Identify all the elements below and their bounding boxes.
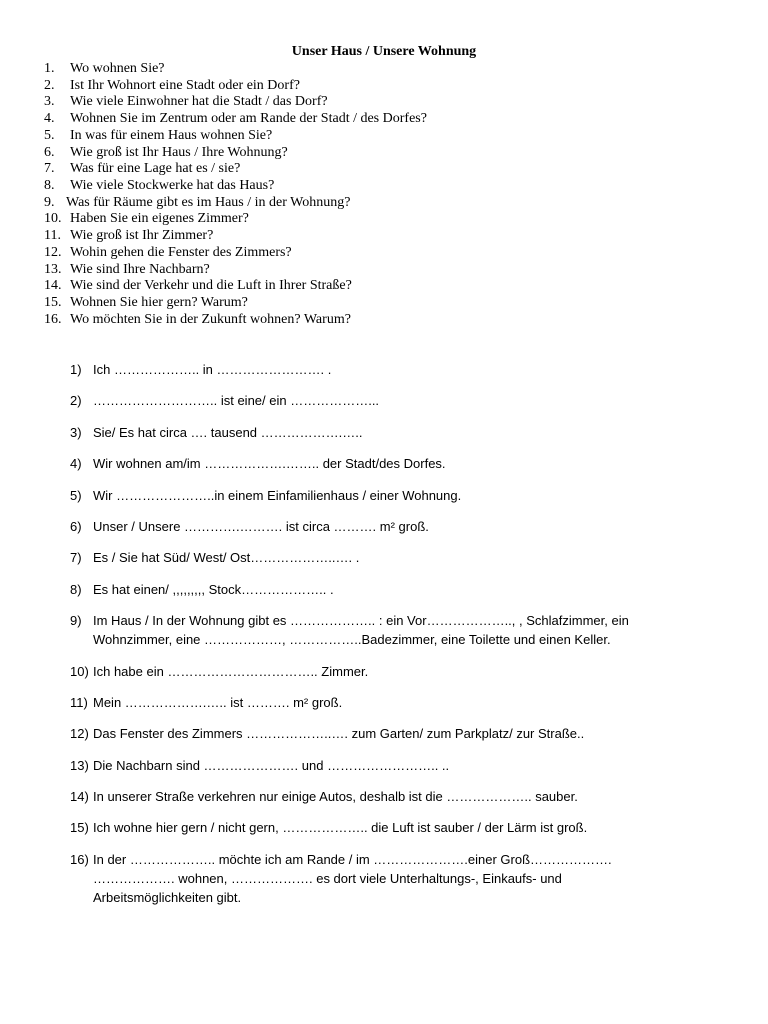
- question-number: 15.: [44, 295, 62, 311]
- question-number: 7.: [44, 161, 55, 177]
- question-number: 3.: [44, 94, 55, 110]
- answer-number: 7): [70, 550, 82, 566]
- question-text: Wie viele Stockwerke hat das Haus?: [70, 178, 275, 194]
- question-number: 1.: [44, 61, 55, 76]
- answer-text-line: Ich habe ein …………………………….. Zimmer.: [93, 663, 369, 679]
- answer-item: [70, 548, 730, 567]
- answer-text-line: Wohnzimmer, eine ………………, ……………..Badezimmer, eine Toilette und einen Keller.: [93, 632, 611, 648]
- answer-item: [70, 693, 730, 712]
- question-text: Wo wohnen Sie?: [70, 61, 165, 76]
- answer-list: [70, 360, 730, 919]
- answer-text-line: Die Nachbarn sind …………………. und …………………….. ..: [93, 757, 450, 773]
- answer-item: [70, 756, 730, 775]
- question-text: Wie sind Ihre Nachbarn?: [70, 261, 210, 277]
- question-item: [44, 61, 427, 78]
- answer-item: [70, 486, 730, 505]
- answer-number: 6): [70, 518, 82, 534]
- answer-number: 16): [70, 851, 89, 867]
- answer-item: [70, 454, 730, 473]
- answer-text-line: Es / Sie hat Süd/ West/ Ost………………..…. .: [93, 550, 360, 566]
- question-item: [44, 245, 427, 262]
- answer-number: 2): [70, 393, 82, 409]
- answer-item: [70, 662, 730, 681]
- question-number: 10.: [44, 211, 62, 227]
- question-number: 6.: [44, 144, 55, 160]
- question-item: [44, 111, 427, 128]
- question-text: Wie groß ist Ihr Zimmer?: [70, 228, 214, 244]
- question-text: Ist Ihr Wohnort eine Stadt oder ein Dorf?: [70, 77, 300, 93]
- question-list: [44, 61, 427, 329]
- question-item: [44, 312, 427, 329]
- question-text: Wohin gehen die Fenster des Zimmers?: [70, 244, 292, 260]
- answer-number: 9): [70, 613, 82, 629]
- answer-item: [70, 818, 730, 837]
- answer-item: [70, 611, 730, 649]
- answer-item: [70, 580, 730, 599]
- question-number: 11.: [44, 228, 61, 244]
- answer-number: 4): [70, 456, 82, 472]
- question-number: 16.: [44, 311, 62, 327]
- answer-item: [70, 360, 730, 379]
- question-text: Wie sind der Verkehr und die Luft in Ihrer Straße?: [70, 278, 352, 294]
- question-number: 13.: [44, 261, 62, 277]
- answer-text-line: Das Fenster des Zimmers ………………..…. zum Garten/ zum Parkplatz/ zur Straße..: [93, 726, 585, 742]
- answer-text-line: Im Haus / In der Wohnung gibt es ……………….. : ein Vor……………….., , Schlafzimmer, ein: [93, 613, 629, 629]
- answer-text-line: Wir …………………..in einem Einfamilienhaus / einer Wohnung.: [93, 487, 462, 503]
- question-item: [44, 278, 427, 295]
- question-text: Wohnen Sie hier gern? Warum?: [70, 295, 248, 311]
- question-text: Haben Sie ein eigenes Zimmer?: [70, 211, 249, 227]
- question-text: Wohnen Sie im Zentrum oder am Rande der Stadt / des Dorfes?: [70, 111, 427, 127]
- question-item: [44, 178, 427, 195]
- question-number: 5.: [44, 127, 55, 143]
- question-number: 12.: [44, 244, 62, 260]
- question-text: In was für einem Haus wohnen Sie?: [70, 127, 273, 143]
- answer-text-line: Arbeitsmöglichkeiten gibt.: [93, 889, 242, 905]
- answer-number: 10): [70, 663, 89, 679]
- answer-text-line: Ich wohne hier gern / nicht gern, ……………….. die Luft ist sauber / der Lärm ist groß.: [93, 820, 588, 836]
- question-number: 4.: [44, 111, 55, 127]
- answer-text-line: ……………………….. ist eine/ ein ………………...: [93, 393, 380, 409]
- answer-number: 13): [70, 757, 89, 773]
- question-number: 8.: [44, 178, 55, 194]
- question-item: [44, 94, 427, 111]
- answer-item: [70, 391, 730, 410]
- question-text: Was für Räume gibt es im Haus / in der Wohnung?: [66, 194, 351, 210]
- question-item: [44, 128, 427, 145]
- answer-item: [70, 724, 730, 743]
- answer-item: [70, 787, 730, 806]
- answer-number: 15): [70, 820, 89, 836]
- question-text: Wo möchten Sie in der Zukunft wohnen? Warum?: [70, 311, 351, 327]
- question-item: [44, 161, 427, 178]
- answer-text-line: ………………. wohnen, ………………. es dort viele Unterhaltungs-, Einkaufs- und: [93, 870, 562, 886]
- question-text: Was für eine Lage hat es / sie?: [70, 161, 241, 177]
- question-item: [44, 262, 427, 279]
- answer-text-line: Sie/ Es hat circa …. tausend ……………….…..: [93, 424, 363, 440]
- answer-number: 12): [70, 726, 89, 742]
- answer-text-line: Wir wohnen am/im ……………….…….. der Stadt/des Dorfes.: [93, 456, 446, 472]
- answer-number: 14): [70, 789, 89, 805]
- answer-item: [70, 517, 730, 536]
- answer-item: [70, 850, 730, 907]
- page-title: Unser Haus / Unsere Wohnung: [291, 44, 477, 59]
- question-text: Wie groß ist Ihr Haus / Ihre Wohnung?: [70, 144, 288, 160]
- question-item: [44, 78, 427, 95]
- answer-number: 3): [70, 424, 82, 440]
- question-item: [44, 211, 427, 228]
- answer-text-line: In der ……………….. möchte ich am Rande / im ………………….einer Groß……………….: [93, 851, 612, 867]
- answer-number: 5): [70, 487, 82, 503]
- answer-text-line: Unser / Unsere ………….………. ist circa ………. m² groß.: [93, 518, 429, 534]
- question-number: 9.: [44, 194, 55, 210]
- answer-text-line: Es hat einen/ ,,,,,,,,, Stock……………….. .: [93, 581, 334, 597]
- answer-text-line: Mein ……………….….. ist ………. m² groß.: [93, 694, 343, 710]
- question-item: [44, 145, 427, 162]
- question-item: [44, 295, 427, 312]
- question-text: Wie viele Einwohner hat die Stadt / das Dorf?: [70, 94, 328, 110]
- answer-number: 8): [70, 581, 82, 597]
- question-item: [44, 228, 427, 245]
- answer-text-line: Ich ……………….. in ……………………. .: [93, 362, 332, 377]
- answer-number: 11): [70, 694, 88, 710]
- answer-item: [70, 423, 730, 442]
- question-item: [44, 195, 427, 212]
- answer-number: 1): [70, 362, 82, 377]
- answer-text-line: In unserer Straße verkehren nur einige Autos, deshalb ist die ……………….. sauber.: [93, 789, 578, 805]
- question-number: 2.: [44, 77, 55, 93]
- question-number: 14.: [44, 278, 62, 294]
